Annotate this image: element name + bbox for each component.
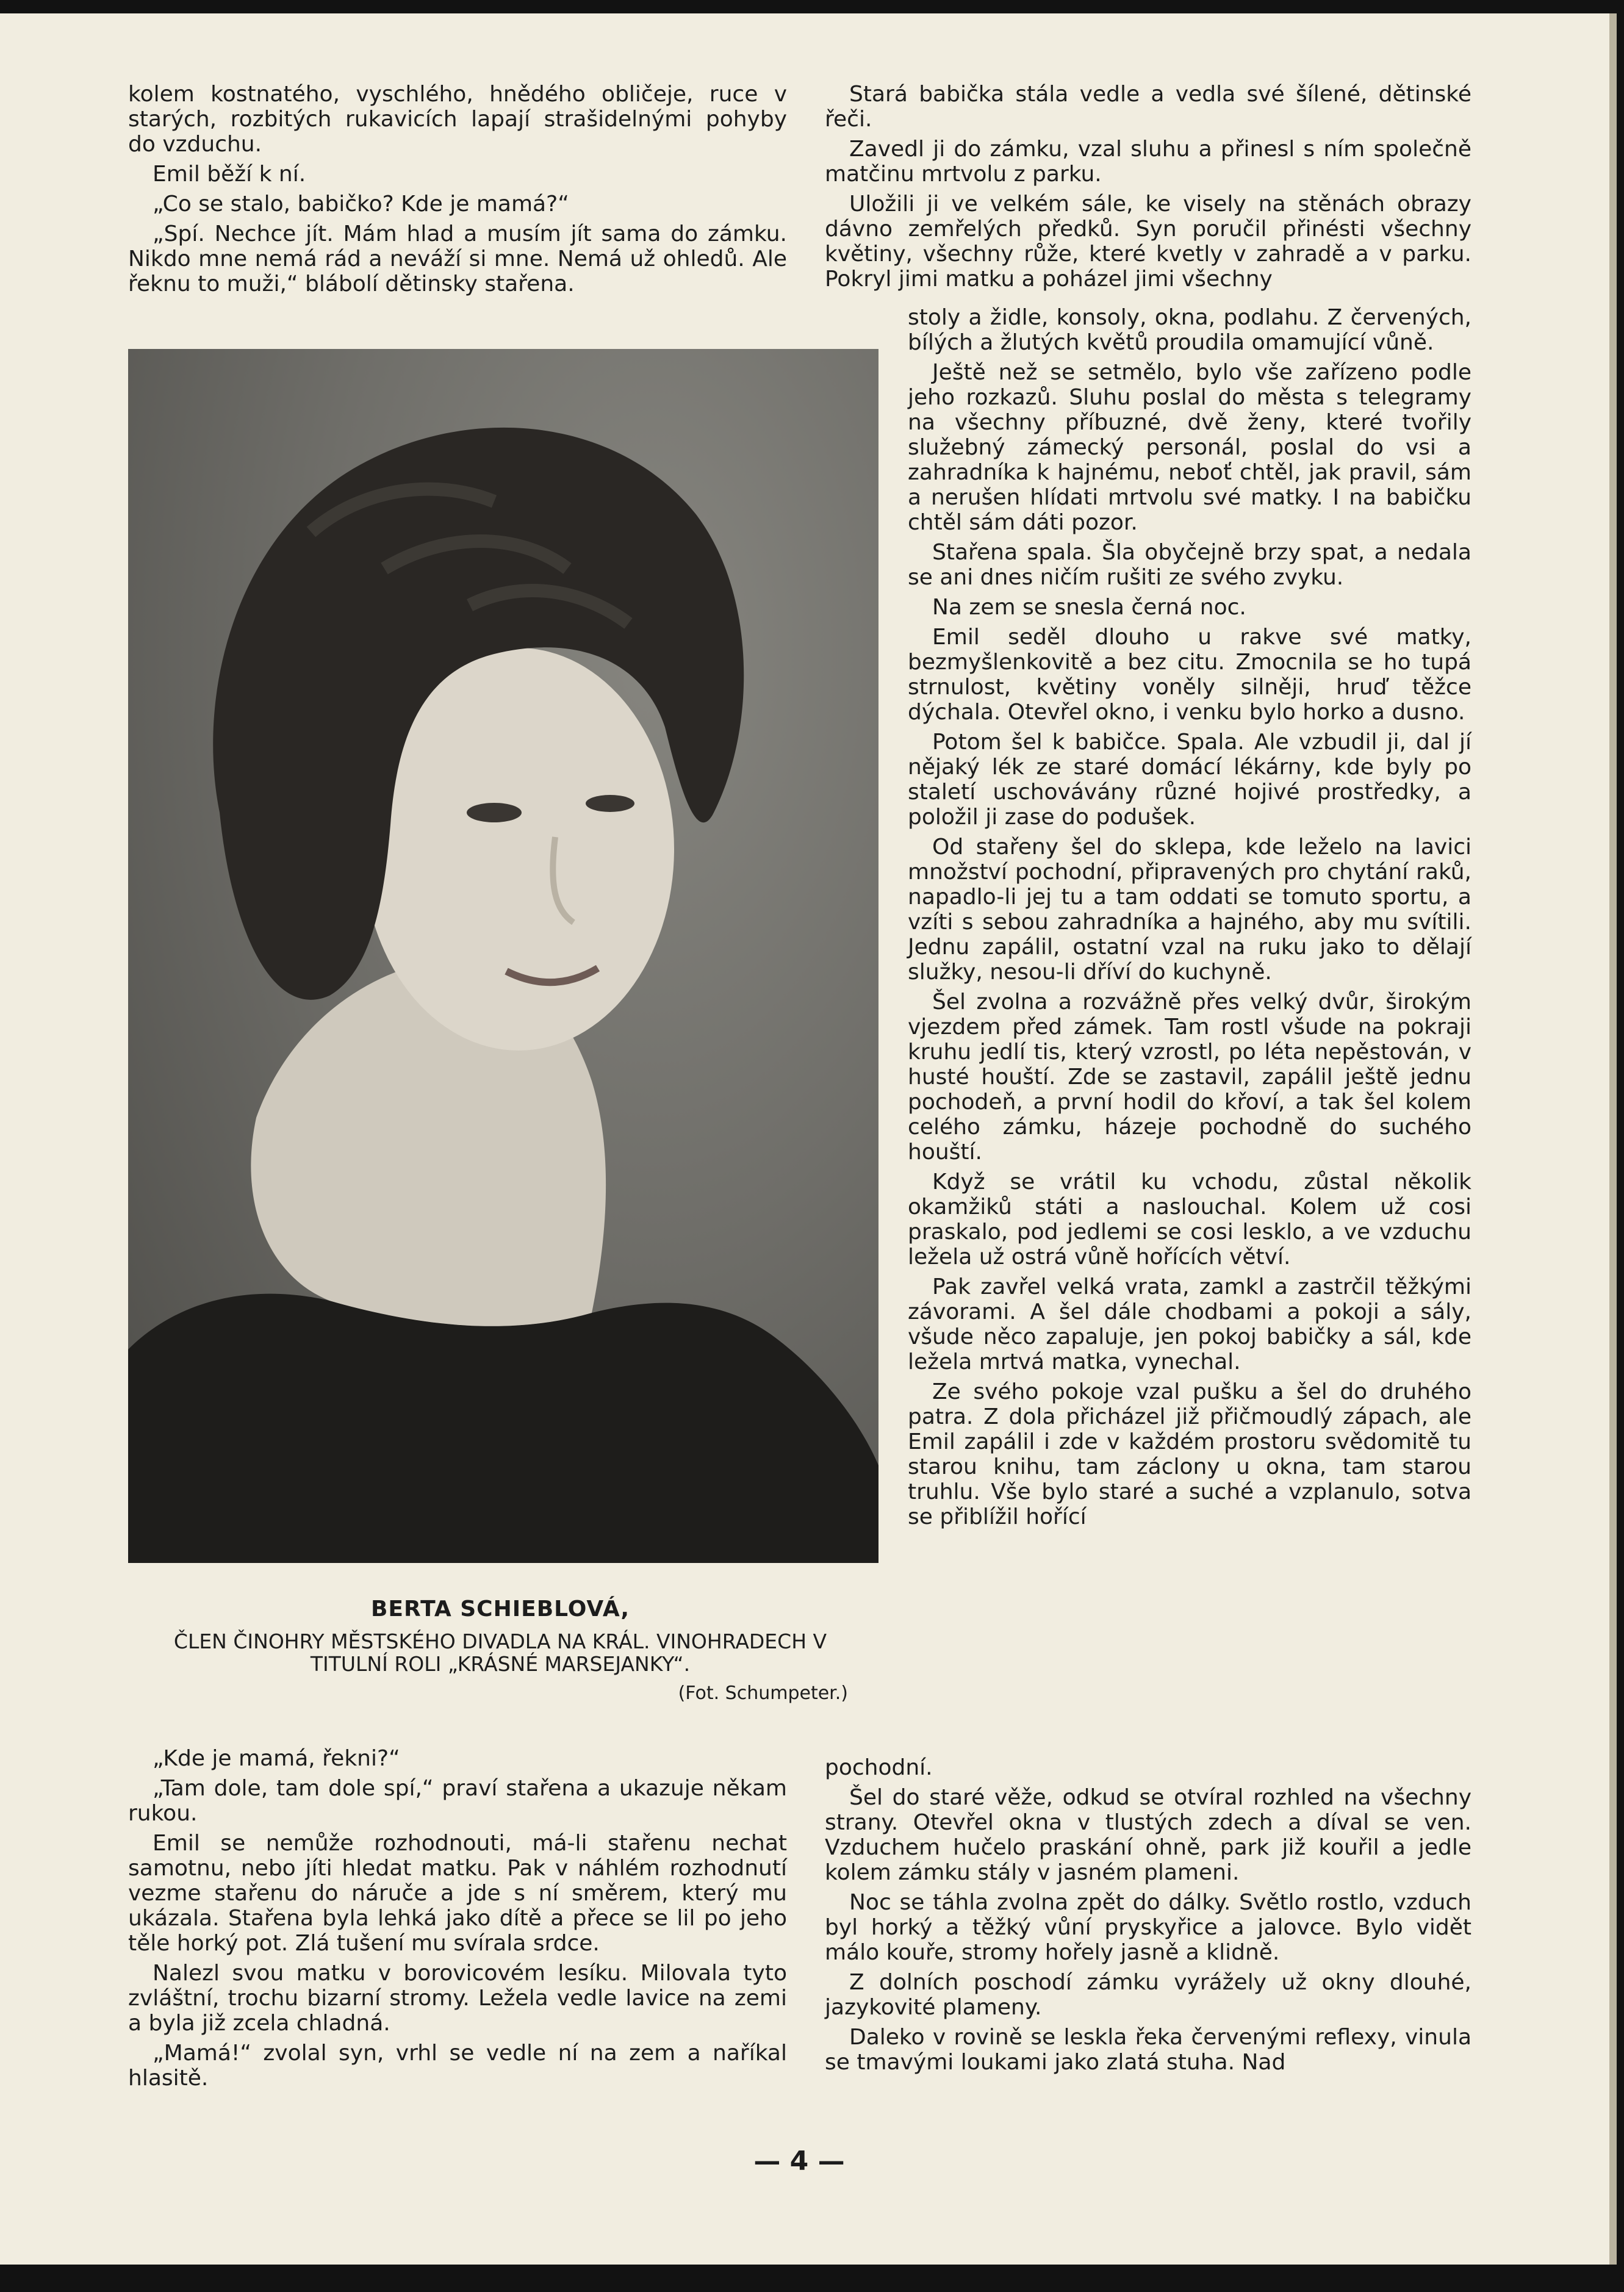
paragraph: pochodní. (825, 1755, 933, 1780)
paragraph: Nalezl svou matku v borovicovém lesíku. Milovala tyto zvláštní, trochu bizarní stromy. Ležela vedle lavice na zemi a byla již zcela chladná. (128, 1961, 787, 2036)
paragraph: Když se vrátil ku vchodu, zůstal několik okamžiků státi a naslouchal. Kolem už cosi praskalo, pod jedlemi se cosi lesklo, a ve vzduchu ležela už ostrá vůně hořících větví. (908, 1169, 1471, 1270)
paragraph: Potom šel k babičce. Spala. Ale vzbudil ji, dal jí nějaký lék ze staré domácí lékárny, kde byly po staletí uschovávány různé hojivé prostředky, a položil ji zase do podušek. (908, 730, 1471, 830)
paragraph: Šel zvolna a rozvážně přes velký dvůr, širokým vjezdem před zámek. Tam rostl všude na pokraji kruhu jedlí tis, který vzrostl, po léta nepěstován, v husté houští. Zde se zastavil, zapálil ještě jednu pochodeň, a první hodil do křoví, a tak šel kolem celého zámku, házeje pochodně do suchého houští. (908, 990, 1471, 1165)
paragraph: Stará babička stála vedle a vedla své šílené, dětinské řeči. (825, 82, 1471, 132)
paragraph: Šel do staré věže, odkud se otvíral rozhled na všechny strany. Otevřel okna v tlustých zdech a díval se ven. Vzduchem hučelo praskání ohně, park již kouřil a jedle kolem zámku stály v jasném plameni. (825, 1785, 1471, 1885)
paragraph: stoly a židle, konsoly, okna, podlahu. Z červených, bílých a žlutých květů proudila omamující vůně. (908, 305, 1471, 355)
paragraph: Od stařeny šel do sklepa, kde leželo na lavici množství pochodní, připravených pro chytání raků, napadlo-li jej tu a tam oddati se tomuto sportu, a vzíti s sebou zahradníka a hajného, aby mu svítili. Jednu zapálil, ostatní vzal na ruku jako to dělají služky, nesou-li dříví do kuchyně. (908, 835, 1471, 985)
left-column-top (128, 82, 787, 296)
paragraph: Na zem se snesla černá noc. (932, 595, 1246, 620)
paragraph: Ještě než se setmělo, bylo vše zařízeno podle jeho rozkazů. Sluhu poslal do města s telegramy na všechny příbuzné, dvě ženy, které tvořily služebný zámecký personál, poslal do vsi a zahradníka k hajnému, neboť chtěl, jak pravil, sám a nerušen hlídati mrtvolu své matky. I na babičku chtěl sám dáti pozor. (908, 360, 1471, 535)
paragraph: Emil se nemůže rozhodnouti, má-li stařenu nechat samotnu, nebo jíti hledat matku. Pak v náhlém rozhodnutí vezme stařenu do náruče a jde s ní směrem, který mu ukázala. Stařena byla lehká jako dítě a přece se lil po jeho těle horký pot. Zlá tušení mu svírala srdce. (128, 1831, 787, 1956)
magazine-page (0, 13, 1617, 2265)
paragraph: Stařena spala. Šla obyčejně brzy spat, a nedala se ani dnes ničím rušiti ze svého zvyku. (908, 540, 1471, 590)
photo-credit: (Fot. Schumpeter.) (678, 1683, 848, 1704)
paragraph: Emil seděl dlouho u rakve své matky, bezmyšlenkovitě a bez citu. Zmocnila se ho tupá strnulost, květiny voněly silněji, hruď těžce dýchala. Otevřel okno, i venku bylo horko a dusno. (908, 625, 1471, 725)
paragraph: „Spí. Nechce jít. Mám hlad a musím jít sama do zámku. Nikdo mne nemá rád a neváží si mne. Nemá už ohledů. Ale řeknu to muži,“ blábolí dětinsky stařena. (128, 221, 787, 296)
caption-name: BERTA SCHIEBLOVÁ, (370, 1597, 630, 1622)
paragraph: Uložili ji ve velkém sále, ke visely na stěnách obrazy dávno zemřelých předků. Syn poručil přinésti všechny květiny, všechny růže, které kvetly v zahradě a v parku. Pokryl jimi matku a poházel jimi všechny (825, 192, 1471, 292)
page-number: — 4 — (753, 2146, 845, 2177)
portrait-illustration (128, 349, 878, 1563)
paragraph: Z dolních poschodí zámku vyrážely už okny dlouhé, jazykovité plameny. (825, 1970, 1471, 2020)
paragraph: Emil běží k ní. (153, 162, 306, 187)
portrait-photograph (128, 349, 878, 1563)
paragraph: „Co se stalo, babičko? Kde je mamá?“ (153, 192, 569, 217)
caption-text: ČLEN ČINOHRY MĚSTSKÉHO DIVADLA NA KRÁL. VINOHRADECH V TITULNÍ ROLI „KRÁSNÉ MARSEJANKY“. (173, 1629, 827, 1676)
left-column-bottom (128, 1746, 787, 2091)
photo-caption (140, 1597, 860, 1704)
paragraph: kolem kostnatého, vyschlého, hnědého obličeje, ruce v starých, rozbitých rukavicích lapají strašidelnými pohyby do vzduchu. (128, 82, 787, 157)
right-column-narrow (908, 305, 1471, 1529)
paragraph: „Tam dole, tam dole spí,“ praví stařena a ukazuje někam rukou. (128, 1776, 787, 1826)
paragraph: „Kde je mamá, řekni?“ (153, 1746, 400, 1771)
paragraph: „Mamá!“ zvolal syn, vrhl se vedle ní na zem a naříkal hlasitě. (128, 2041, 787, 2091)
paragraph: Noc se táhla zvolna zpět do dálky. Světlo rostlo, vzduch byl horký a těžký vůní pryskyřice a jalovce. Bylo vidět málo kouře, stromy hořely jasně a klidně. (825, 1890, 1471, 1965)
right-column-bottom (825, 1755, 1471, 2075)
paragraph: Daleko v rovině se leskla řeka červenými reflexy, vinula se tmavými loukami jako zlatá stuha. Nad (825, 2025, 1471, 2075)
paragraph: Ze svého pokoje vzal pušku a šel do druhého patra. Z dola přicházel již přičmoudlý zápach, ale Emil zapálil i zde v každém prostoru svědomitě tu starou knihu, tam záclony u okna, tam starou truhlu. Vše bylo staré a suché a vzplanulo, sotva se přiblížil hořící (908, 1379, 1471, 1529)
paragraph: Pak zavřel velká vrata, zamkl a zastrčil těžkými závorami. A šel dále chodbami a pokoji a sály, všude něco zapaluje, jen pokoj babičky a sál, kde ležela mrtvá matka, vynechal. (908, 1274, 1471, 1374)
page-edge (1609, 13, 1617, 2265)
paragraph: Zavedl ji do zámku, vzal sluhu a přinesl s ním společně matčinu mrtvolu z parku. (825, 137, 1471, 187)
right-column-top (825, 82, 1471, 292)
